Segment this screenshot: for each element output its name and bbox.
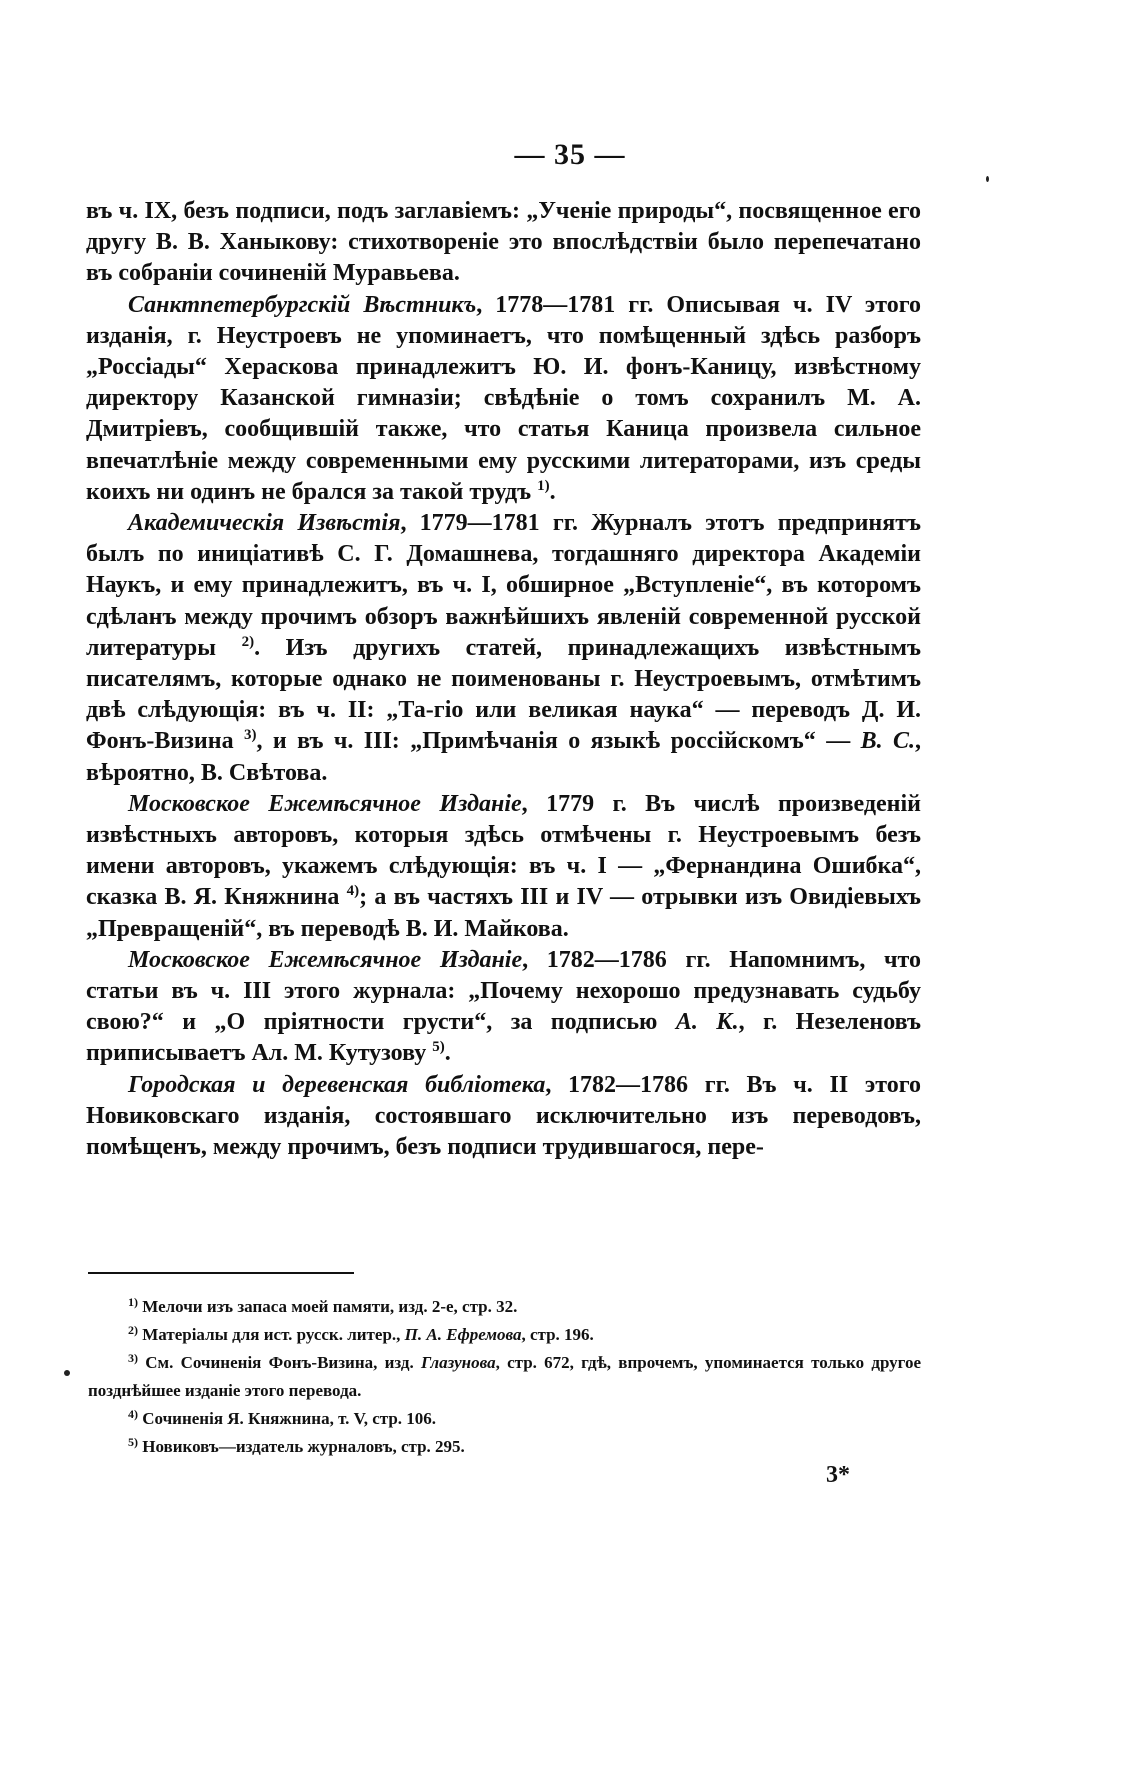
footnote-1 xyxy=(88,1293,921,1321)
footnote-2 xyxy=(88,1321,921,1349)
text-run: , 1779 г. Въ числѣ произведеній извѣстныхъ авторовъ, которыя здѣсь отмѣчены г. Неустроевымъ безъ имени авторовъ, укажемъ слѣдующія: въ ч. I — „Фернандина Ошибка“, сказка В. Я. Княжнина xyxy=(86,790,922,911)
body-text xyxy=(86,196,921,1163)
signature-mark: 3* xyxy=(826,1462,850,1488)
text-run: . xyxy=(549,478,556,505)
paragraph-3 xyxy=(86,508,921,789)
footnote-text: Сочиненія Я. Княжнина, т. V, стр. 106. xyxy=(142,1409,437,1428)
footnote-divider xyxy=(88,1272,354,1274)
text-run: , 1782—1786 гг. Въ ч. II этого Новиковскаго изданія, состоявшаго исключительно изъ переводовъ, помѣщенъ, между прочимъ, безъ подписи трудившагося, пере- xyxy=(86,1071,922,1161)
paragraph-6 xyxy=(86,1070,921,1164)
print-speck xyxy=(64,1370,70,1376)
footnote-ref: 2) xyxy=(241,633,255,650)
paragraph-4 xyxy=(86,789,921,945)
footnote-text: , стр. 196. xyxy=(521,1325,594,1344)
footnote-ref: 5) xyxy=(432,1039,445,1056)
footnote-3 xyxy=(88,1349,921,1405)
periodical-title: Московское Ежемѣсячное Изданіе xyxy=(128,790,522,817)
publisher-name: Глазунова xyxy=(421,1353,496,1372)
periodical-title: Московское Ежемѣсячное Изданіе xyxy=(128,946,523,973)
page-number: — 35 — xyxy=(514,138,626,171)
text-run: , и въ ч. III: „Примѣчанія о языкѣ россійскомъ“ — xyxy=(256,728,861,755)
paragraph-2 xyxy=(86,290,921,508)
footnote-text: См. Сочиненія Фонъ-Визина, изд. xyxy=(145,1353,422,1372)
author-name: П. А. Ефремова xyxy=(404,1325,522,1344)
footnote-text: Мелочи изъ запаса моей памяти, изд. 2-е, стр. 32. xyxy=(142,1297,518,1316)
paragraph-5 xyxy=(86,945,921,1070)
text-run: , 1782—1786 гг. Напомнимъ, что статьи въ ч. III этого журнала: „Почему нехорошо предузнавать судьбу свою?“ и „О пріятности грусти“, за подписью xyxy=(86,946,921,1036)
text-run: ; а въ частяхъ III и IV — отрывки изъ Овидіевыхъ „Превращеній“, въ переводѣ В. И. Майкова. xyxy=(86,884,921,942)
print-speck xyxy=(986,176,989,182)
periodical-title: Академическія Извѣстія xyxy=(128,510,401,537)
footnote-ref: 1) xyxy=(537,477,550,494)
text-run: въ ч. IX, безъ подписи, подъ заглавіемъ: „Ученіе природы“, посвященное его другу В. В. Ханыкову: стихотвореніе это впослѣдствіи было перепечатано въ собраніи сочиненій Муравьева. xyxy=(86,198,921,287)
footnotes xyxy=(88,1293,921,1461)
text-run: , вѣроятно, В. Свѣтова. xyxy=(86,728,922,786)
footnote-text: Матеріалы для ист. русск. литер., xyxy=(142,1325,405,1344)
text-run: , 1779—1781 гг. Журналъ этотъ предпринятъ былъ по иниціативѣ С. Г. Домашнева, тогдашняго директора Академіи Наукъ, и ему принадлежитъ, въ ч. I, обширное „Вступленіе“, въ которомъ сдѣланъ между прочимъ обзоръ важнѣйшихъ явленій современной русской литературы xyxy=(86,510,921,661)
footnote-ref: 4) xyxy=(346,883,360,900)
text-run: . xyxy=(444,1040,451,1067)
text-run: . Изъ другихъ статей, принадлежащихъ извѣстнымъ писателямъ, которые однако не поименованы г. Неустроевымъ, отмѣтимъ двѣ слѣдующія: въ ч. II: „Та-гіо или великая наука“ — переводъ Д. И. Фонъ-Визина xyxy=(86,634,921,755)
text-run: , 1778—1781 гг. Описывая ч. IV этого изданія, г. Неустроевъ не упоминаетъ, что помѣщенный здѣсь разборъ „Россіады“ Хераскова принадлежитъ Ю. И. фонъ-Каницу, извѣстному директору Казанской гимназіи; свѣдѣніе о томъ сохранилъ М. А. Дмитріевъ, сообщившій также, что статья Каница произвела сильное впечатлѣніе между современными ему русскими литераторами, изъ среды коихъ ни одинъ не брался за такой трудъ xyxy=(86,291,922,505)
footnote-mark: 4) xyxy=(128,1407,138,1421)
footnote-mark: 5) xyxy=(128,1435,138,1449)
paragraph-1 xyxy=(86,196,921,290)
footnote-ref: 3) xyxy=(243,727,257,744)
footnote-mark: 2) xyxy=(128,1323,138,1337)
periodical-title: Санктпетербургскій Вѣстникъ xyxy=(128,291,477,318)
footnote-mark: 1) xyxy=(128,1295,138,1309)
author-initials: В. С. xyxy=(860,728,916,755)
footnote-text: , стр. 672, гдѣ, впрочемъ, упоминается только другое позднѣйшее изданіе этого перевода. xyxy=(88,1353,922,1400)
footnote-text: Новиковъ—издатель журналовъ, стр. 295. xyxy=(142,1437,465,1456)
footnote-5 xyxy=(88,1433,921,1461)
author-initials: А. К. xyxy=(675,1009,739,1036)
periodical-title: Городская и деревенская библіотека xyxy=(128,1071,546,1098)
footnote-4 xyxy=(88,1405,921,1433)
footnote-mark: 3) xyxy=(128,1351,138,1365)
text-run: , г. Незеленовъ приписываетъ Ал. М. Кутузову xyxy=(86,1009,921,1067)
